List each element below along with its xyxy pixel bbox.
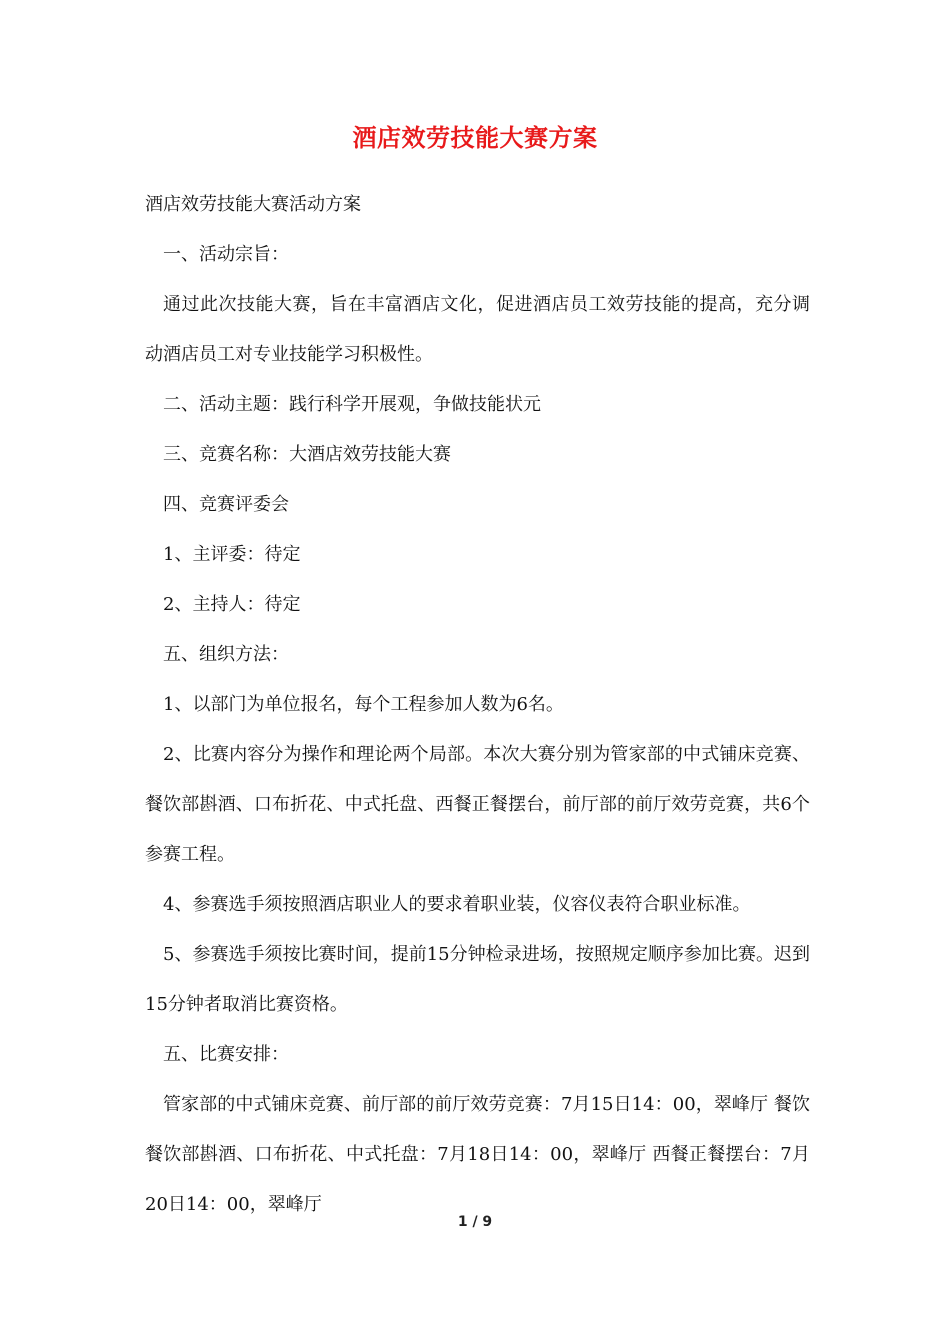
paragraph: 4、参赛选手须按照酒店职业人的要求着职业装，仪容仪表符合职业标准。: [163, 894, 751, 915]
paragraph: 三、竞赛名称：大酒店效劳技能大赛: [163, 444, 451, 465]
paragraph: 管家部的中式铺床竞赛、前厅部的前厅效劳竞赛：7月15日14：00，翠峰厅 餐饮餐饮部斟酒、口布折花、中式托盘：7月18日14：00，翠峰厅 西餐正餐摆台：7月20日14：00，翠峰厅: [145, 1094, 810, 1215]
page-number: 1 / 9: [457, 1214, 493, 1230]
paragraph: 2、主持人：待定: [163, 594, 301, 615]
paragraph: 酒店效劳技能大赛活动方案: [145, 194, 361, 215]
paragraph: 2、比赛内容分为操作和理论两个局部。本次大赛分别为管家部的中式铺床竞赛、餐饮部斟酒、口布折花、中式托盘、西餐正餐摆台，前厅部的前厅效劳竞赛，共6个参赛工程。: [145, 744, 810, 865]
paragraph: 5、参赛选手须按比赛时间，提前15分钟检录进场，按照规定顺序参加比赛。迟到15分钟者取消比赛资格。: [145, 944, 810, 1015]
document-body: [145, 180, 810, 1230]
paragraph: 1、以部门为单位报名，每个工程参加人数为6名。: [163, 694, 564, 715]
paragraph: 1、主评委：待定: [163, 544, 301, 565]
paragraph: 二、活动主题：践行科学开展观，争做技能状元: [163, 394, 541, 415]
paragraph: 五、组织方法：: [163, 644, 289, 665]
paragraph: 一、活动宗旨：: [163, 244, 289, 265]
paragraph: 五、比赛安排：: [163, 1044, 289, 1065]
paragraph: 通过此次技能大赛，旨在丰富酒店文化，促进酒店员工效劳技能的提高，充分调动酒店员工对专业技能学习积极性。: [145, 294, 810, 365]
paragraph: 四、竞赛评委会: [163, 494, 289, 515]
document-title: 酒店效劳技能大赛方案: [352, 124, 598, 152]
